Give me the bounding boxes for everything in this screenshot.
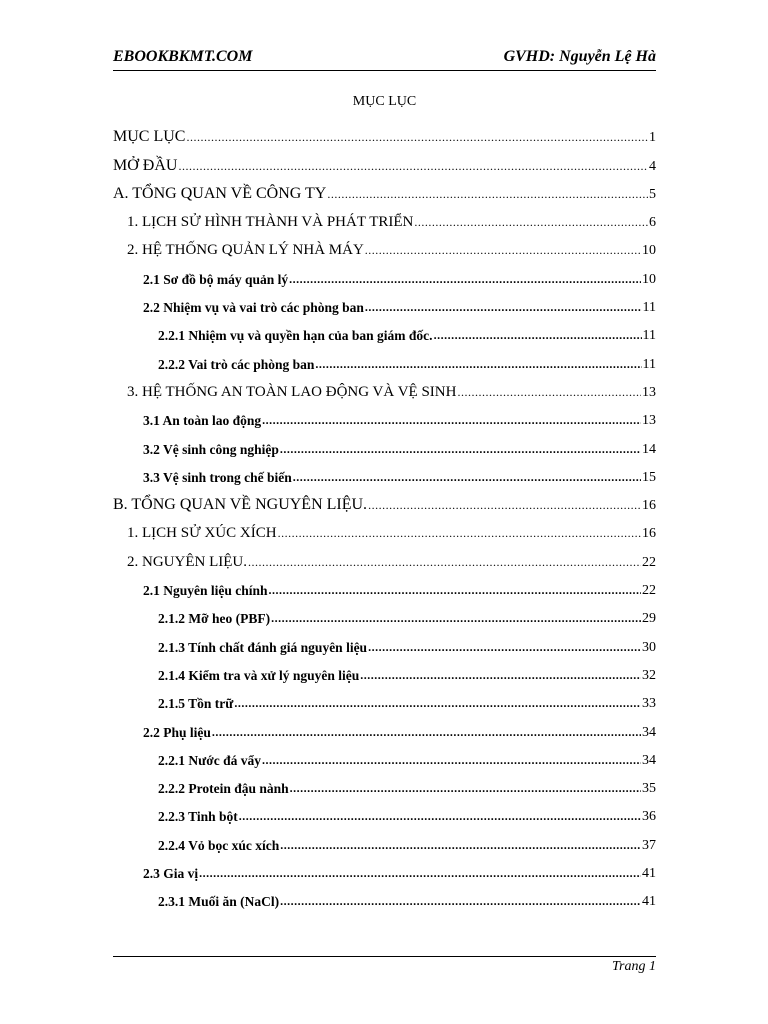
toc-entry-label: MỞ ĐẦU <box>113 156 178 174</box>
toc-entry-page: 1 <box>649 130 656 146</box>
toc-entry-page: 6 <box>649 215 656 231</box>
table-of-contents <box>113 118 656 910</box>
toc-leader-dots <box>368 641 641 653</box>
toc-leader-dots <box>186 131 648 143</box>
toc-entry-page: 37 <box>642 837 656 853</box>
toc-leader-dots <box>315 358 641 370</box>
toc-leader-dots <box>289 273 641 285</box>
toc-entry[interactable] <box>113 203 656 231</box>
toc-entry-page: 41 <box>642 894 656 910</box>
toc-entry-label: A. TỔNG QUAN VỀ CÔNG TY <box>113 184 327 202</box>
toc-entry[interactable] <box>113 684 656 712</box>
toc-entry[interactable] <box>113 344 656 372</box>
header-divider <box>113 70 656 71</box>
toc-entry-label: 2.2.3 Tinh bột <box>158 809 238 825</box>
toc-entry[interactable] <box>113 627 656 655</box>
footer-page-number: Trang 1 <box>612 959 656 974</box>
toc-entry-page: 35 <box>642 781 656 797</box>
toc-entry-page: 41 <box>642 866 656 882</box>
toc-entry-label: 2.1 Nguyên liệu chính <box>143 583 268 599</box>
toc-leader-dots <box>262 754 641 766</box>
toc-entry-page: 22 <box>642 583 656 599</box>
toc-entry-page: 34 <box>642 752 656 768</box>
toc-entry-label: 3. HỆ THỐNG AN TOÀN LAO ĐỘNG VÀ VỆ SINH <box>127 383 457 400</box>
toc-entry-page: 32 <box>642 667 656 683</box>
toc-leader-dots <box>271 612 641 624</box>
header-site: EBOOKBKMT.COM <box>113 48 253 65</box>
toc-entry-label: 2.2 Nhiệm vụ và vai trò các phòng ban <box>143 300 364 316</box>
toc-entry[interactable] <box>113 429 656 457</box>
toc-entry[interactable] <box>113 316 656 344</box>
toc-entry[interactable] <box>113 854 656 882</box>
toc-leader-dots <box>368 499 641 511</box>
toc-leader-dots <box>360 669 641 681</box>
toc-entry-page: 22 <box>642 554 656 570</box>
toc-leader-dots <box>327 188 648 200</box>
toc-entry-label: 2.1.2 Mỡ heo (PBF) <box>158 611 271 627</box>
toc-entry-page: 5 <box>649 186 656 202</box>
toc-entry-page: 11 <box>642 300 656 316</box>
toc-entry[interactable] <box>113 486 656 514</box>
toc-entry-page: 16 <box>642 498 656 514</box>
toc-entry-page: 14 <box>642 441 656 457</box>
toc-entry-label: 2.1.5 Tồn trữ <box>158 696 234 712</box>
toc-entry[interactable] <box>113 231 656 259</box>
toc-entry-label: 3.3 Vệ sinh trong chế biến <box>143 469 292 485</box>
toc-entry-page: 11 <box>642 328 656 344</box>
toc-entry[interactable] <box>113 373 656 401</box>
toc-entry-label: 2.1 Sơ đồ bộ máy quản lý <box>143 271 289 287</box>
toc-entry-page: 36 <box>642 809 656 825</box>
toc-leader-dots <box>293 471 641 483</box>
toc-entry[interactable] <box>113 146 656 174</box>
toc-entry-label: 2.2 Phụ liệu <box>143 724 211 740</box>
toc-entry[interactable] <box>113 458 656 486</box>
toc-entry[interactable] <box>113 599 656 627</box>
toc-leader-dots <box>290 782 641 794</box>
toc-entry[interactable] <box>113 288 656 316</box>
toc-leader-dots <box>239 810 641 822</box>
toc-entry[interactable] <box>113 769 656 797</box>
toc-leader-dots <box>457 386 641 398</box>
toc-entry-page: 33 <box>642 696 656 712</box>
toc-entry[interactable] <box>113 259 656 287</box>
toc-entry-label: 2.2.1 Nước đá vẩy <box>158 752 261 768</box>
toc-entry-label: 2.2.2 Protein đậu nành <box>158 781 289 797</box>
header-advisor: GVHD: Nguyễn Lệ Hà <box>503 48 656 65</box>
toc-leader-dots <box>365 301 642 313</box>
toc-entry-label: 2.3 Gia vị <box>143 866 199 882</box>
page-title: MỤC LỤC <box>352 94 417 109</box>
toc-entry-label: MỤC LỤC <box>113 128 186 146</box>
toc-leader-dots <box>278 527 641 539</box>
toc-entry-page: 13 <box>642 413 656 429</box>
page-header <box>113 46 656 70</box>
footer-divider <box>113 956 656 957</box>
toc-entry-label: 2.2.1 Nhiệm vụ và quyền hạn của ban giám đốc. <box>158 328 433 344</box>
toc-entry-page: 13 <box>642 384 656 400</box>
toc-entry-label: 1. LỊCH SỬ XÚC XÍCH <box>127 525 277 542</box>
toc-entry-page: 10 <box>642 271 656 287</box>
toc-entry-label: B. TỔNG QUAN VỀ NGUYÊN LIỆU. <box>113 496 368 514</box>
toc-entry-page: 16 <box>642 526 656 542</box>
toc-entry[interactable] <box>113 571 656 599</box>
toc-entry[interactable] <box>113 825 656 853</box>
toc-entry-label: 2.2.4 Vỏ bọc xúc xích <box>158 837 280 853</box>
toc-entry[interactable] <box>113 797 656 825</box>
toc-entry[interactable] <box>113 741 656 769</box>
toc-entry[interactable] <box>113 175 656 203</box>
toc-entry-page: 11 <box>642 356 656 372</box>
toc-entry-label: 1. LỊCH SỬ HÌNH THÀNH VÀ PHÁT TRIỂN <box>127 214 414 231</box>
toc-entry[interactable] <box>113 542 656 570</box>
toc-entry[interactable] <box>113 656 656 684</box>
toc-entry-label: 2.1.3 Tính chất đánh giá nguyên liệu <box>158 639 368 655</box>
toc-leader-dots <box>178 160 648 172</box>
toc-entry-label: 2. NGUYÊN LIỆU. <box>127 553 247 570</box>
toc-entry-label: 2.2.2 Vai trò các phòng ban <box>158 356 315 372</box>
toc-entry-page: 10 <box>642 243 656 259</box>
toc-entry-page: 15 <box>642 469 656 485</box>
toc-leader-dots <box>199 867 641 879</box>
toc-entry[interactable] <box>113 118 656 146</box>
toc-leader-dots <box>212 726 641 738</box>
toc-entry-label: 2.1.4 Kiểm tra và xử lý nguyên liệu <box>158 667 360 683</box>
toc-entry-label: 3.2 Vệ sinh công nghiệp <box>143 441 279 457</box>
toc-leader-dots <box>234 697 641 709</box>
toc-leader-dots <box>280 443 641 455</box>
toc-entry[interactable] <box>113 514 656 542</box>
toc-leader-dots <box>280 895 641 907</box>
toc-leader-dots <box>414 216 648 228</box>
toc-entry-page: 29 <box>642 611 656 627</box>
toc-entry[interactable] <box>113 882 656 910</box>
toc-entry-page: 30 <box>642 639 656 655</box>
toc-entry[interactable] <box>113 712 656 740</box>
toc-leader-dots <box>434 329 642 341</box>
toc-entry-label: 2. HỆ THỐNG QUẢN LÝ NHÀ MÁY <box>127 242 364 259</box>
toc-entry-label: 2.3.1 Muối ăn (NaCl) <box>158 894 280 910</box>
toc-leader-dots <box>280 839 641 851</box>
toc-leader-dots <box>365 244 641 256</box>
toc-leader-dots <box>248 556 641 568</box>
toc-entry-label: 3.1 An toàn lao động <box>143 413 262 429</box>
toc-entry-page: 34 <box>642 724 656 740</box>
toc-leader-dots <box>262 414 641 426</box>
toc-leader-dots <box>269 584 641 596</box>
toc-entry-page: 4 <box>649 158 656 174</box>
toc-entry[interactable] <box>113 401 656 429</box>
